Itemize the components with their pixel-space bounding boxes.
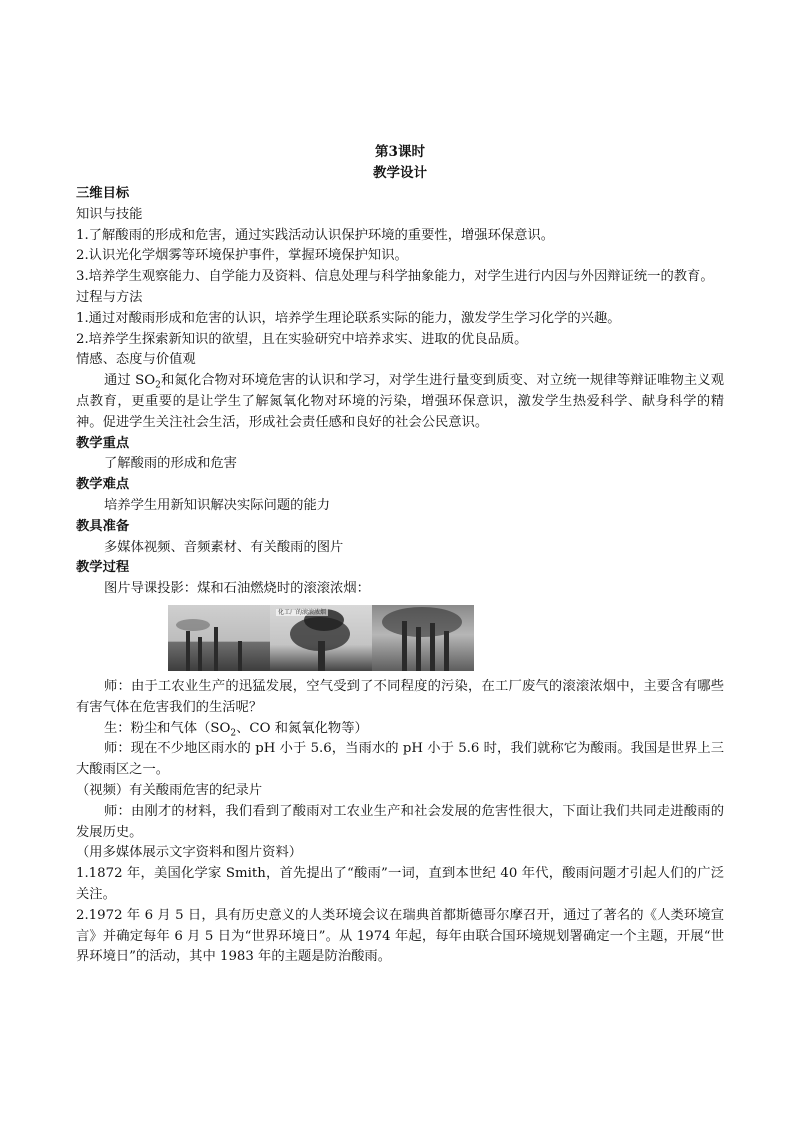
knowledge-heading: 知识与技能: [76, 206, 143, 222]
knowledge-item: 3.培养学生观察能力、自学能力及资料、信息处理与科学抽象能力，对学生进行内因与外因辩证统一的教育。: [76, 269, 714, 285]
history-item-1: 1.1872 年，美国化学家 Smith，首先提出了“酸雨”一词，直到本世纪 40 年代，酸雨问题才引起人们的广泛关注。: [76, 866, 724, 902]
teacher-line-3: 师：由刚才的材料，我们看到了酸雨对工农业生产和社会发展的危害性很大，下面让我们共同走进酸雨的发展历史。: [76, 803, 724, 840]
knowledge-item: 2.认识光化学烟雾等环境保护事件，掌握环境保护知识。: [76, 248, 408, 264]
key-points-text: 了解酸雨的形成和危害: [104, 456, 237, 472]
difficulties-text: 培养学生用新知识解决实际问题的能力: [104, 497, 331, 513]
smoke-photo-strip: [168, 605, 474, 671]
video-note: （视频）有关酸雨危害的纪录片: [76, 782, 263, 798]
photo-intro: 图片导课投影：煤和石油燃烧时的滚滚浓烟：: [104, 581, 370, 597]
lesson-title: 第3课时: [375, 144, 425, 160]
design-title: 教学设计: [373, 165, 427, 181]
attitude-paragraph: [76, 371, 724, 433]
process-method-heading: 过程与方法: [76, 289, 143, 305]
student-subscript: 2: [230, 728, 237, 739]
document-page: [76, 142, 724, 968]
process-method-item: 2.培养学生探索新知识的欲望，且在实验研究中培养求实、进取的优良品质。: [76, 331, 528, 347]
process-method-item: 1.通过对酸雨形成和危害的认识，培养学生理论联系实际的能力，激发学生学习化学的兴趣。: [76, 310, 621, 326]
materials-text: 多媒体视频、音频素材、有关酸雨的图片: [104, 539, 344, 555]
attitude-subscript: 2: [155, 380, 161, 391]
key-points-heading: 教学重点: [76, 435, 130, 451]
attitude-heading: 情感、态度与价值观: [76, 352, 196, 368]
materials-heading: 教具准备: [76, 518, 130, 534]
photo-caption: 化工厂的滚滚浓烟: [278, 608, 327, 616]
knowledge-item: 1.了解酸雨的形成和危害，通过实践活动认识保护环境的重要性，增强环保意识。: [76, 227, 555, 243]
attitude-text-b: 和氮化合物对环境危害的认识和学习，对学生进行量变到质变、对立统一规律等辩证唯物主义观点教育，更重要的是让学生了解氮氧化物对环境的污染，增强环保意识，激发学生热爱科学、献身科学的精神。促进学生关注社会生活，形成社会责任感和良好的社会公民意识。: [76, 373, 724, 430]
objectives-heading: 三维目标: [76, 186, 130, 201]
media-note: （用多媒体展示文字资料和图片资料）: [76, 845, 303, 861]
smoke-stack-photo: [270, 605, 372, 671]
student-line-1: [76, 719, 724, 740]
teacher-line-1: 师：由于工农业生产的迅猛发展，空气受到了不同程度的污染，在工厂废气的滚滚浓烟中，主要含有哪些有害气体在危害我们的生活呢？: [76, 678, 724, 715]
student-text-b: 、CO 和氮氧化物等）: [236, 720, 368, 736]
factory-photo: [168, 605, 270, 671]
history-item-2: 2.1972 年 6 月 5 日，具有历史意义的人类环境会议在瑞典首都斯德哥尔摩召开，通过了著名的《人类环境宣言》并确定每年 6 月 5 日为“世界环境日”。从 1974 年起，每年由联合国环境规划署确定一个主题，开展“世界环境日”的活动，其中 1983 年的主题是防治酸雨。: [76, 907, 724, 965]
student-text-a: 生：粉尘和气体（SO: [104, 720, 231, 736]
teacher-line-2: 师：现在不少地区雨水的 pH 小于 5.6，当雨水的 pH 小于 5.6 时，我们就称它为酸雨。我国是世界上三大酸雨区之一。: [76, 741, 724, 778]
attitude-text-a: 通过 SO: [104, 373, 156, 389]
difficulties-heading: 教学难点: [76, 477, 130, 493]
teaching-process-heading: 教学过程: [76, 560, 130, 576]
power-plant-photo: [372, 605, 474, 671]
